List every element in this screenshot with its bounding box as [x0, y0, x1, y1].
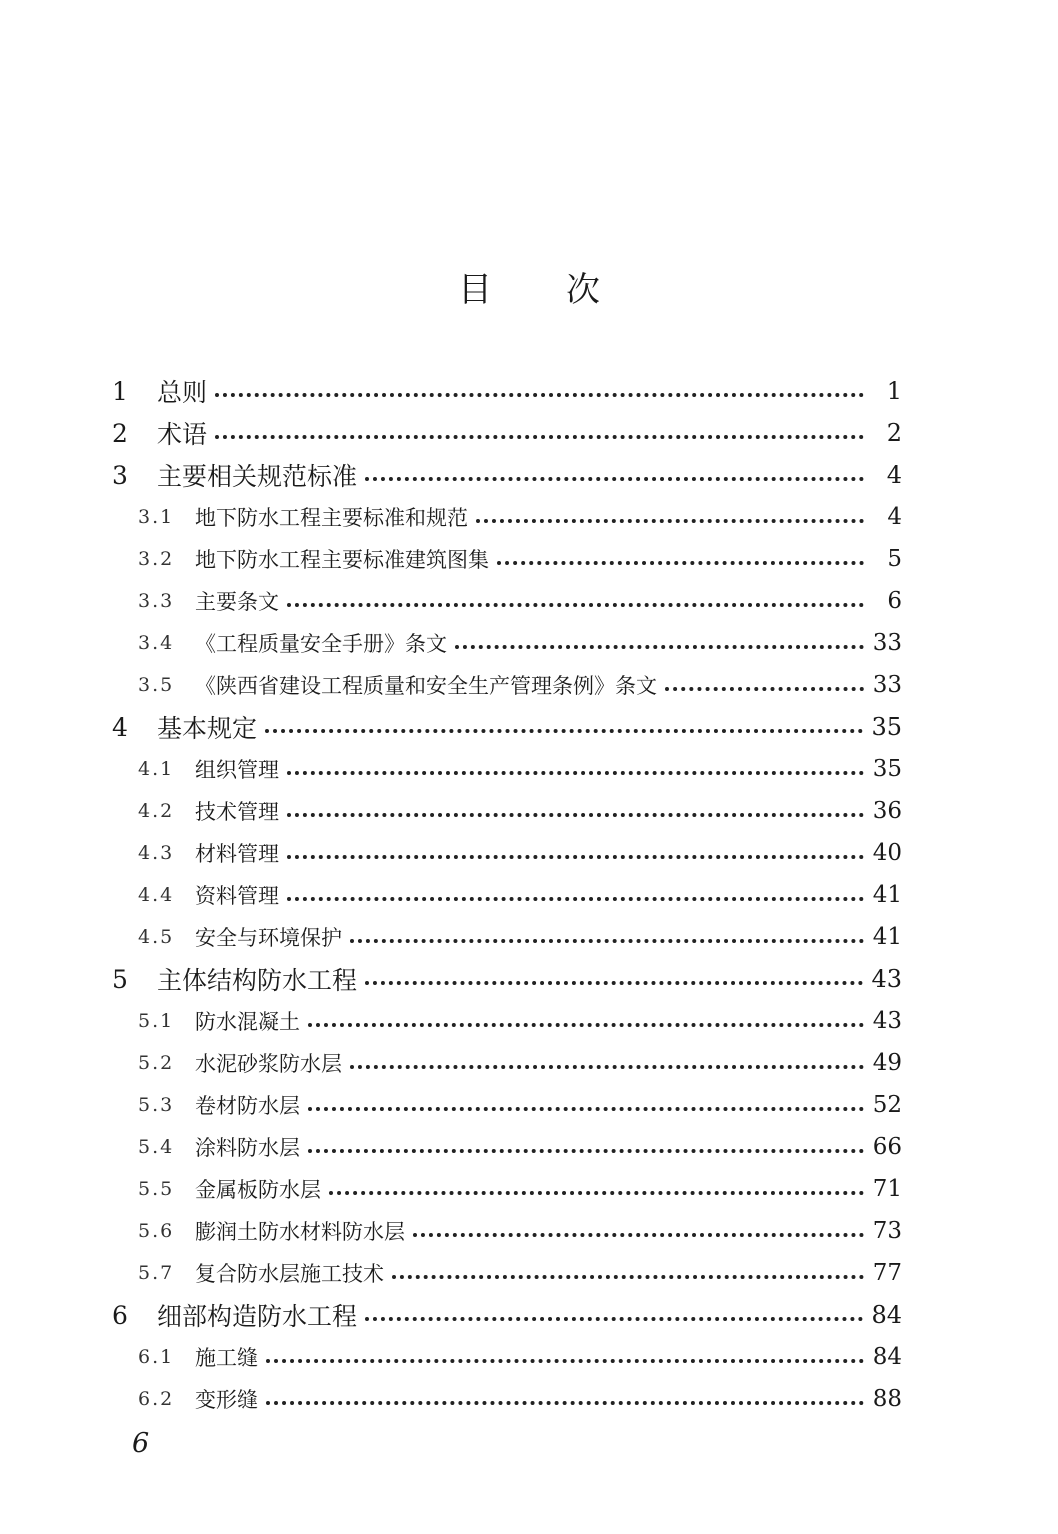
toc-section-entry[interactable]: [112, 1210, 902, 1252]
toc-entry-number: 3: [112, 460, 128, 490]
toc-entry-page: 52: [872, 1092, 902, 1118]
toc-chapter-entry[interactable]: [112, 706, 902, 748]
toc-dot-leader: [455, 645, 864, 649]
toc-entry-number: 5.6: [138, 1220, 175, 1242]
toc-entry-label: 组织管理: [195, 758, 279, 782]
toc-section-entry[interactable]: [112, 1126, 902, 1168]
toc-section-entry[interactable]: [112, 580, 902, 622]
toc-section-entry[interactable]: [112, 622, 902, 664]
toc-section-entry[interactable]: [112, 832, 902, 874]
toc-section-entry[interactable]: [112, 916, 902, 958]
toc-section-entry[interactable]: [112, 748, 902, 790]
toc-dot-leader: [365, 1317, 863, 1321]
toc-entry-number: 6.1: [138, 1346, 175, 1368]
toc-dot-leader: [365, 477, 864, 481]
toc-section-entry[interactable]: [112, 1000, 902, 1042]
toc-entry-label: 材料管理: [195, 842, 279, 866]
toc-entry-page: 84: [872, 1344, 902, 1370]
toc-entry-number: 3.1: [138, 506, 175, 528]
toc-entry-label: 地下防水工程主要标准建筑图集: [195, 548, 489, 572]
toc-entry-label: 施工缝: [195, 1346, 258, 1370]
toc-entry-page: 1: [886, 377, 902, 405]
toc-dot-leader: [265, 729, 863, 733]
toc-dot-leader: [308, 1107, 864, 1111]
toc-entry-label: 膨润土防水材料防水层: [195, 1220, 405, 1244]
toc-dot-leader: [365, 981, 863, 985]
toc-entry-page: 43: [872, 1008, 902, 1034]
toc-entry-number: 5.7: [138, 1262, 175, 1284]
toc-entry-label: 卷材防水层: [195, 1094, 300, 1118]
toc-entry-number: 3.4: [138, 632, 175, 654]
toc-dot-leader: [287, 603, 864, 607]
toc-entry-page: 2: [886, 419, 902, 447]
toc-dot-leader: [308, 1023, 864, 1027]
toc-entry-page: 5: [887, 546, 902, 572]
toc-entry-label: 安全与环境保护: [195, 926, 342, 950]
toc-entry-label: 地下防水工程主要标准和规范: [195, 506, 468, 530]
page-number: 6: [132, 1428, 150, 1459]
toc-entry-label: 主要相关规范标准: [157, 462, 358, 491]
toc-entry-page: 33: [872, 672, 902, 698]
toc-entry-label: 防水混凝土: [195, 1010, 300, 1034]
toc-entry-page: 36: [872, 798, 902, 824]
toc-section-entry[interactable]: [112, 1378, 902, 1420]
toc-entry-page: 66: [872, 1134, 902, 1160]
toc-entry-number: 3.2: [138, 548, 175, 570]
toc-entry-number: 3.5: [138, 674, 175, 696]
toc-dot-leader: [287, 771, 864, 775]
toc-section-entry[interactable]: [112, 1252, 902, 1294]
toc-entry-page: 84: [871, 1301, 902, 1329]
toc-entry-label: 复合防水层施工技术: [195, 1262, 384, 1286]
toc-entry-label: 术语: [157, 420, 208, 449]
toc-dot-leader: [308, 1149, 864, 1153]
toc-dot-leader: [215, 393, 864, 397]
toc-entry-label: 总则: [157, 378, 208, 407]
toc-entry-number: 6.2: [138, 1388, 175, 1410]
toc-entry-page: 40: [872, 840, 902, 866]
toc-entry-page: 73: [872, 1218, 902, 1244]
toc-entry-page: 71: [872, 1176, 902, 1202]
toc-section-entry[interactable]: [112, 790, 902, 832]
toc-entry-page: 88: [872, 1386, 902, 1412]
toc-dot-leader: [266, 1359, 864, 1363]
toc-dot-leader: [266, 1401, 864, 1405]
toc-entry-page: 4: [886, 461, 902, 489]
toc-chapter-entry[interactable]: [112, 454, 902, 496]
toc-entry-number: 5.3: [138, 1094, 175, 1116]
toc-entry-number: 4.1: [138, 758, 175, 780]
toc-entry-number: 5.4: [138, 1136, 175, 1158]
toc-entry-page: 77: [872, 1260, 902, 1286]
toc-section-entry[interactable]: [112, 1336, 902, 1378]
toc-section-entry[interactable]: [112, 1168, 902, 1210]
toc-entry-label: 金属板防水层: [195, 1178, 321, 1202]
toc-entry-label: 资料管理: [195, 884, 279, 908]
toc-dot-leader: [287, 897, 864, 901]
toc-entry-number: 4.3: [138, 842, 175, 864]
toc-chapter-entry[interactable]: [112, 1294, 902, 1336]
toc-dot-leader: [350, 939, 864, 943]
toc-entry-number: 1: [112, 376, 128, 406]
toc-section-entry[interactable]: [112, 1084, 902, 1126]
toc-dot-leader: [476, 519, 864, 523]
toc-entry-page: 6: [887, 588, 902, 614]
toc-dot-leader: [215, 435, 864, 439]
toc-entry-label: 细部构造防水工程: [157, 1302, 358, 1331]
toc-entry-number: 5.5: [138, 1178, 175, 1200]
toc-section-entry[interactable]: [112, 664, 902, 706]
toc-dot-leader: [497, 561, 864, 565]
toc-entry-label: 主要条文: [195, 590, 279, 614]
toc-entry-label: 技术管理: [195, 800, 279, 824]
toc-entry-number: 5.1: [138, 1010, 175, 1032]
toc-entry-page: 4: [887, 504, 902, 530]
toc-entry-label: 主体结构防水工程: [157, 966, 358, 995]
toc-dot-leader: [392, 1275, 864, 1279]
toc-entry-page: 35: [871, 713, 902, 741]
toc-entry-page: 49: [872, 1050, 902, 1076]
toc-chapter-entry[interactable]: [112, 370, 902, 412]
toc-entry-number: 4.4: [138, 884, 175, 906]
toc-entry-number: 5.2: [138, 1052, 175, 1074]
toc-entry-page: 41: [872, 882, 902, 908]
toc-entry-label: 变形缝: [195, 1388, 258, 1412]
toc-entry-page: 41: [872, 924, 902, 950]
table-of-contents: [112, 370, 902, 1420]
toc-chapter-entry[interactable]: [112, 958, 902, 1000]
toc-entry-number: 4.5: [138, 926, 175, 948]
toc-dot-leader: [413, 1233, 864, 1237]
toc-chapter-entry[interactable]: [112, 412, 902, 454]
toc-entry-number: 3.3: [138, 590, 175, 612]
toc-entry-page: 43: [871, 965, 902, 993]
toc-section-entry[interactable]: [112, 874, 902, 916]
toc-entry-label: 基本规定: [157, 714, 258, 743]
page-title: 目次: [458, 270, 674, 310]
toc-entry-label: 《工程质量安全手册》条文: [195, 632, 447, 656]
toc-entry-label: 《陕西省建设工程质量和安全生产管理条例》条文: [195, 674, 657, 698]
toc-dot-leader: [350, 1065, 864, 1069]
toc-dot-leader: [287, 855, 864, 859]
toc-section-entry[interactable]: [112, 1042, 902, 1084]
toc-entry-number: 2: [112, 418, 128, 448]
toc-entry-number: 4.2: [138, 800, 175, 822]
toc-section-entry[interactable]: [112, 538, 902, 580]
toc-dot-leader: [329, 1191, 864, 1195]
toc-entry-number: 6: [112, 1300, 128, 1330]
toc-entry-number: 4: [112, 712, 128, 742]
toc-entry-label: 水泥砂浆防水层: [195, 1052, 342, 1076]
toc-dot-leader: [287, 813, 864, 817]
toc-dot-leader: [665, 687, 864, 691]
toc-section-entry[interactable]: [112, 496, 902, 538]
toc-entry-label: 涂料防水层: [195, 1136, 300, 1160]
toc-entry-page: 35: [872, 756, 902, 782]
toc-entry-number: 5: [112, 964, 128, 994]
toc-entry-page: 33: [872, 630, 902, 656]
